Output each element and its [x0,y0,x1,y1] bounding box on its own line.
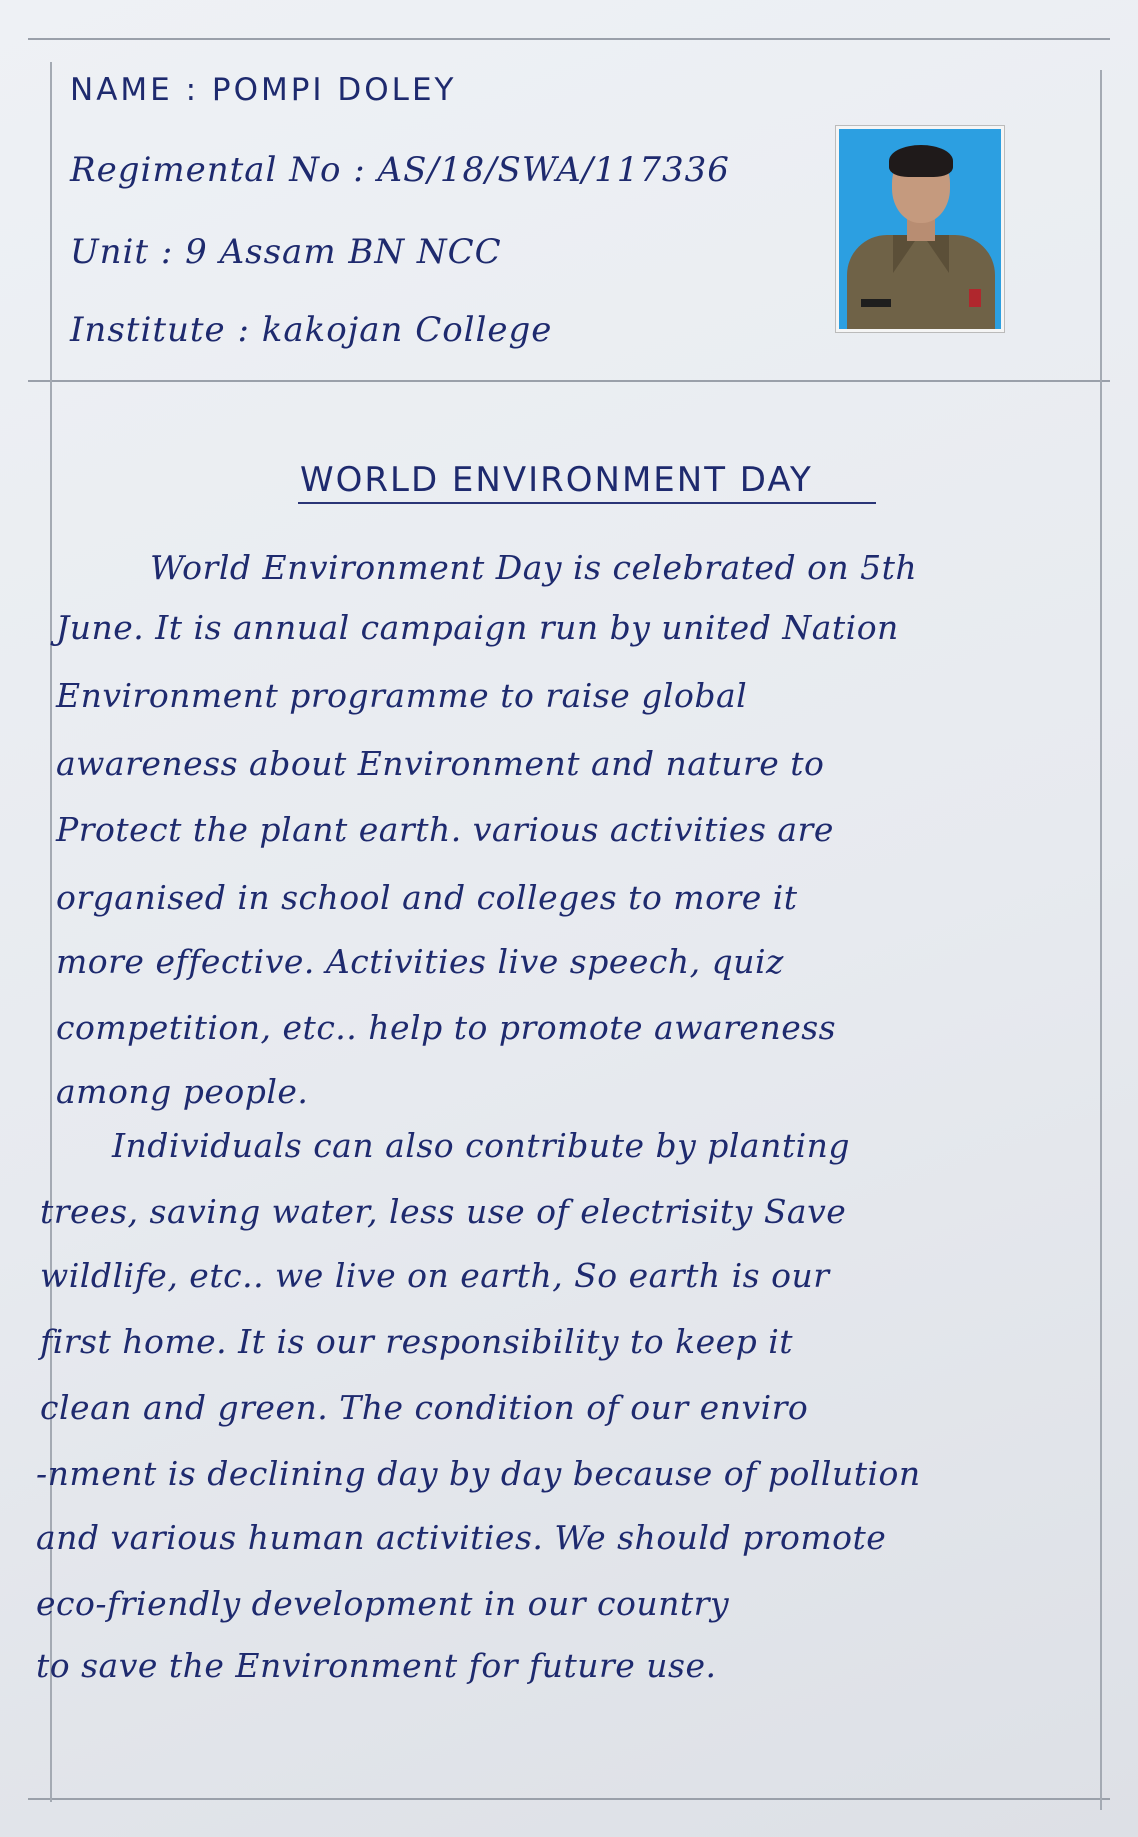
essay-line: eco-friendly development in our country [36,1584,730,1623]
essay-line: organised in school and colleges to more it [56,878,798,917]
essay-line: first home. It is our responsibility to keep it [40,1322,794,1361]
photo-shoulder-badge [969,289,981,307]
title-underline [298,502,876,504]
essay-line: and various human activities. We should promote [36,1518,887,1557]
essay-line: -nment is declining day by day because of pollution [36,1454,921,1493]
unit: Unit : 9 Assam BN NCC [70,232,502,272]
regimental-number: Regimental No : AS/18/SWA/117336 [70,150,730,190]
essay-line: more effective. Activities live speech, quiz [56,942,784,981]
photo-uniform [847,235,995,332]
essay-line: Environment programme to raise global [56,676,748,715]
right-margin-rule [1100,70,1102,1810]
essay-line: awareness about Environment and nature to [56,744,825,783]
essay-line: competition, etc.. help to promote awareness [56,1008,837,1047]
essay-line: Protect the plant earth. various activities are [56,810,834,849]
photo-hair [889,145,953,177]
essay-line: World Environment Day is celebrated on 5th [150,548,918,587]
cadet-portrait-photo [836,126,1004,332]
essay-line: wildlife, etc.. we live on earth, So earth is our [40,1256,830,1295]
essay-line: trees, saving water, less use of electrisity Save [40,1192,847,1231]
institute: Institute : kakojan College [70,310,553,350]
essay-line: to save the Environment for future use. [36,1646,717,1685]
essay-line: among people. [56,1072,309,1111]
essay-title: WORLD ENVIRONMENT DAY [300,460,813,500]
page-bottom-rule [28,1798,1110,1800]
essay-line: June. It is annual campaign run by united Nation [56,608,899,647]
essay-line: clean and green. The condition of our enviro [40,1388,809,1427]
cadet-name: NAME : POMPI DOLEY [70,72,457,108]
header-divider-rule [28,380,1110,382]
page-top-rule [28,38,1110,40]
essay-line: Individuals can also contribute by planting [112,1126,851,1165]
photo-name-tag [861,299,891,307]
